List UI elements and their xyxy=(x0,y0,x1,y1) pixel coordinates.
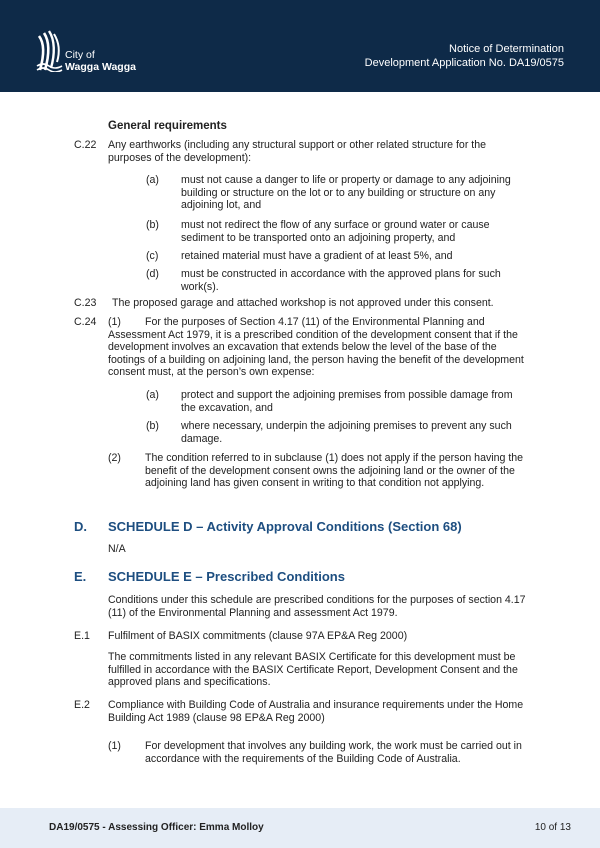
application-number: Development Application No. DA19/0575 xyxy=(364,56,564,69)
e2-clause-1-label: (1) xyxy=(108,740,121,752)
c24-item-b-label: (b) xyxy=(146,420,159,432)
council-logo xyxy=(36,30,146,76)
general-requirements-heading: General requirements xyxy=(108,120,227,132)
condition-number-e1: E.1 xyxy=(74,630,90,642)
c22-item-c-text: retained material must have a gradient of at least 5%, and xyxy=(181,250,453,262)
condition-heading-e1: Fulfilment of BASIX commitments (clause 97A EP&A Reg 2000) xyxy=(108,630,408,642)
page-footer xyxy=(0,808,600,848)
c22-item-b-label: (b) xyxy=(146,219,159,231)
condition-text-e1: The commitments listed in any relevant BASIX Certificate for this development must be fulfilled in accordance with the BASIX Certificate Report, Development Consent and the approved plans and specifications. xyxy=(108,651,518,689)
schedule-e-title: SCHEDULE E – Prescribed Conditions xyxy=(108,569,345,584)
c24-clause-2-text: The condition referred to in subclause (1) does not apply if the person having the benefit of the development consent owns the adjoining land or the owner of the adjoining land has given consent in writing to that condition not applying. xyxy=(145,452,524,490)
page-header xyxy=(0,0,600,92)
notice-title: Notice of Determination xyxy=(449,43,564,55)
condition-number-e2: E.2 xyxy=(74,699,90,711)
c22-item-a-label: (a) xyxy=(146,174,159,186)
c24-item-b-text: where necessary, underpin the adjoining premises to prevent any such damage. xyxy=(181,420,512,445)
page-number: 10 of 13 xyxy=(534,822,571,833)
logo-text-line2: Wagga Wagga xyxy=(65,61,136,73)
c22-item-a-text: must not cause a danger to life or property or damage to any adjoining building or structure on the lot or to any building or structure on any adjoining lot, and xyxy=(181,174,511,212)
condition-number-c24: C.24 xyxy=(74,316,97,328)
condition-number-c23: C.23 xyxy=(74,297,97,309)
c24-item-a-label: (a) xyxy=(146,389,159,401)
schedule-d-letter: D. xyxy=(74,519,87,534)
c24-clause-2-label: (2) xyxy=(108,452,121,464)
schedule-d-body: N/A xyxy=(108,543,126,555)
schedule-d-title: SCHEDULE D – Activity Approval Conditions (Section 68) xyxy=(108,519,462,534)
c22-item-d-label: (d) xyxy=(146,268,159,280)
c24-clause-1-text: For the purposes of Section 4.17 (11) of the Environmental Planning and Assessment Act 1979, it is a prescribed condition of the development consent that if the development involves an excavation that extends below the level of the base of the footings of a building on adjoining land, the person having the benefit of the development consent must, at the person’s own expense: xyxy=(108,316,524,379)
c22-item-c-label: (c) xyxy=(146,250,159,262)
wagga-logo-icon xyxy=(36,30,64,72)
condition-number-c22: C.22 xyxy=(74,139,97,151)
c24-item-a-text: protect and support the adjoining premises from possible damage from the excavation, and xyxy=(181,389,513,414)
c22-item-b-text: must not redirect the flow of any surface or ground water or cause sediment to be transported onto an adjoining property, and xyxy=(181,219,490,244)
c22-item-d-text: must be constructed in accordance with the approved plans for such work(s). xyxy=(181,268,501,293)
condition-text-c23: The proposed garage and attached workshop is not approved under this consent. xyxy=(112,297,494,309)
logo-text-line1: City of xyxy=(65,49,95,61)
schedule-e-letter: E. xyxy=(74,569,87,584)
header-title xyxy=(365,43,564,70)
e2-clause-1-text: For development that involves any building work, the work must be carried out in accordance with the requirements of the Building Code of Australia. xyxy=(145,740,522,765)
condition-heading-e2: Compliance with Building Code of Australia and insurance requirements under the Home Building Act 1989 (clause 98 EP&A Reg 2000) xyxy=(108,699,524,724)
c24-clause-1-label: (1) xyxy=(108,316,121,328)
schedule-e-intro: Conditions under this schedule are prescribed conditions for the purposes of section 4.17 (11) of the Environmental Planning and assessment Act 1979. xyxy=(108,594,526,619)
footer-reference: DA19/0575 - Assessing Officer: Emma Molloy xyxy=(49,822,264,833)
condition-text-c22: Any earthworks (including any structural support or other related structure for the purposes of the development): xyxy=(108,139,487,164)
